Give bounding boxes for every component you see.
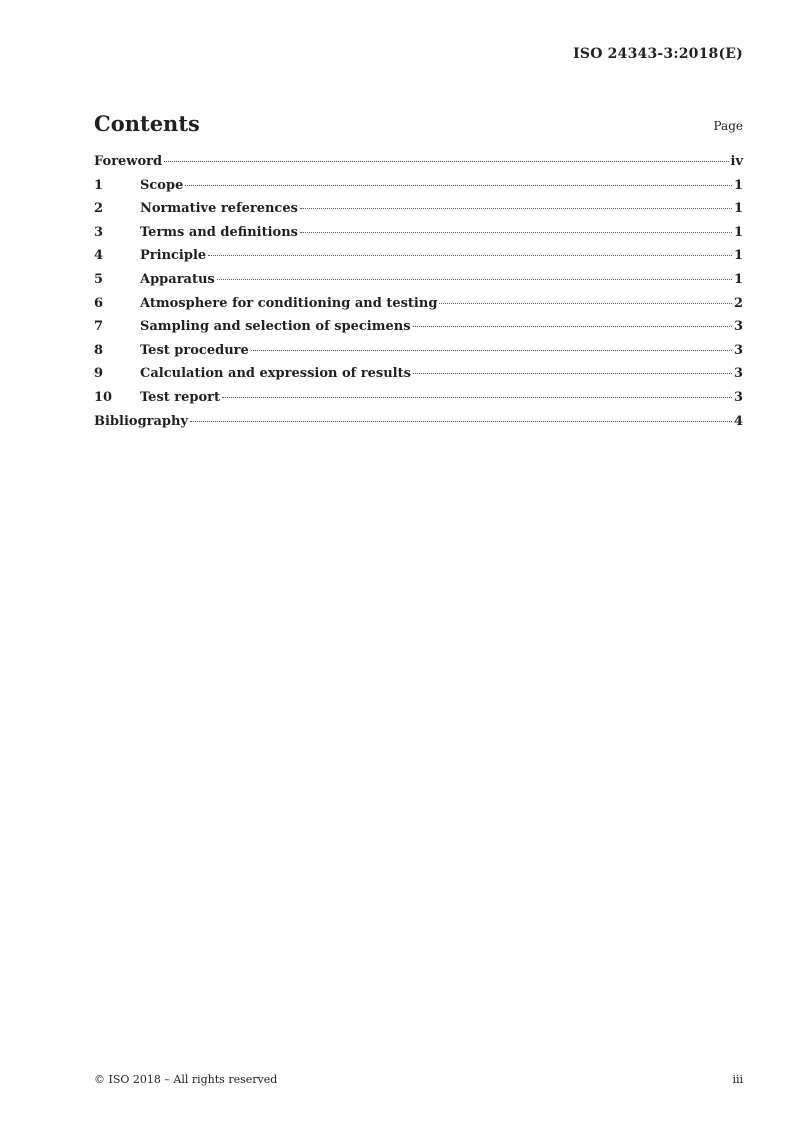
toc-entry-page: 1 <box>733 271 743 287</box>
toc-entry-number: 9 <box>94 366 104 382</box>
dot-leader <box>439 303 732 304</box>
toc-entry-number: 2 <box>94 201 104 217</box>
copyright-notice: © ISO 2018 – All rights reserved <box>94 1073 278 1086</box>
dot-leader <box>222 397 732 398</box>
toc-entry-normative-references[interactable] <box>94 201 743 225</box>
toc-entry-page: 3 <box>733 342 743 358</box>
dot-leader <box>300 208 732 209</box>
toc-entry-page: 1 <box>733 177 743 193</box>
toc-entry-page: 1 <box>733 248 743 264</box>
toc-entry-bibliography[interactable] <box>94 414 743 438</box>
toc-entry-page: 4 <box>733 413 743 429</box>
toc-entry-foreword[interactable] <box>94 154 743 178</box>
toc-entry-number: 4 <box>94 248 104 264</box>
toc-entry-principle[interactable] <box>94 248 743 272</box>
toc-entry-page: 1 <box>733 224 743 240</box>
dot-leader <box>208 255 732 256</box>
toc-entry-title: Terms and definitions <box>140 224 298 240</box>
toc-entry-terms-and-definitions[interactable] <box>94 225 743 249</box>
toc-entry-test-report[interactable] <box>94 390 743 414</box>
dot-leader <box>190 421 732 422</box>
toc-entry-title: Bibliography <box>94 413 189 429</box>
toc-entry-scope[interactable] <box>94 178 743 202</box>
dot-leader <box>251 350 732 351</box>
toc-entry-title: Apparatus <box>140 271 215 287</box>
dot-leader <box>413 373 732 374</box>
dot-leader <box>185 185 732 186</box>
toc-entry-page: 1 <box>733 201 743 217</box>
toc-entry-title: Test procedure <box>140 342 249 358</box>
dot-leader <box>300 232 732 233</box>
toc-entry-sampling[interactable] <box>94 319 743 343</box>
toc-entry-number: 8 <box>94 342 104 358</box>
toc-entry-number: 3 <box>94 224 104 240</box>
toc-entry-title: Sampling and selection of specimens <box>140 319 411 335</box>
toc-entry-title: Foreword <box>94 154 163 169</box>
toc-entry-number: 5 <box>94 271 104 287</box>
toc-entry-title: Principle <box>140 248 207 264</box>
dot-leader <box>217 279 732 280</box>
toc-entry-title: Scope <box>140 177 184 193</box>
page-column-label: Page <box>713 119 743 133</box>
page-title: Contents <box>94 111 200 136</box>
toc-entry-number: 1 <box>94 177 104 193</box>
toc-entry-page: 2 <box>733 295 743 311</box>
toc-entry-atmosphere[interactable] <box>94 296 743 320</box>
toc-entry-apparatus[interactable] <box>94 272 743 296</box>
toc-entry-title: Test report <box>140 389 221 405</box>
toc-entry-title: Atmosphere for conditioning and testing <box>140 295 438 311</box>
toc-entry-page: 3 <box>733 319 743 335</box>
toc-entry-test-procedure[interactable] <box>94 343 743 367</box>
toc-entry-title: Normative references <box>140 201 298 217</box>
dot-leader <box>413 326 732 327</box>
toc-entry-page: 3 <box>733 366 743 382</box>
dot-leader <box>164 161 728 162</box>
table-of-contents <box>94 154 743 437</box>
toc-entry-number: 10 <box>94 389 113 405</box>
page-number: iii <box>732 1073 743 1086</box>
toc-entry-page: 3 <box>733 389 743 405</box>
toc-entry-number: 6 <box>94 295 104 311</box>
toc-entry-title: Calculation and expression of results <box>140 366 411 382</box>
toc-entry-number: 7 <box>94 319 104 335</box>
document-identifier: ISO 24343-3:2018(E) <box>573 46 743 62</box>
toc-entry-calculation[interactable] <box>94 366 743 390</box>
toc-entry-page: iv <box>730 154 743 169</box>
